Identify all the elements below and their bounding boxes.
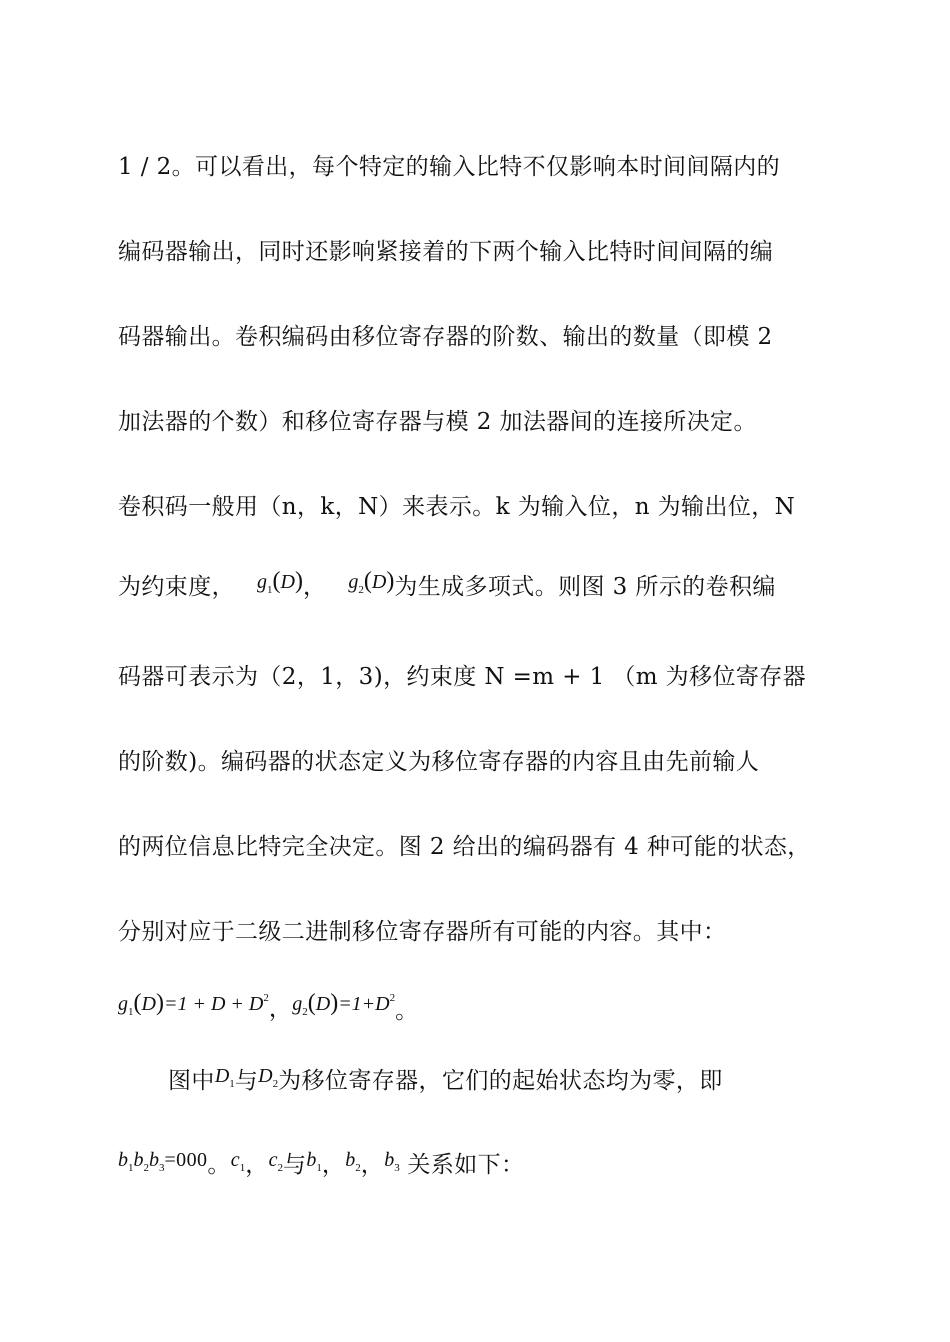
- g2-of-D: $g_2(D)$: [348, 568, 395, 596]
- text-line-10: 分别对应于二级二进制移位寄存器所有可能的内容。其中：: [118, 919, 727, 945]
- text-line-7: 码器可表示为（2，1，3)，约束度 N =m + 1 （m 为移位寄存器: [118, 664, 807, 690]
- g1-formula: $g_1(D)=1 + D + D^2$: [118, 990, 269, 1018]
- b1b2b3-symbol: $b_1b_2b_3$: [118, 1149, 165, 1174]
- g2-formula: $g_2(D)=1+D^2$: [292, 990, 396, 1018]
- D2-symbol: $D_2$: [258, 1065, 279, 1090]
- g1-of-D: $g_1(D)$: [257, 568, 303, 596]
- c2-symbol: $c_2$: [268, 1149, 283, 1174]
- text-line-1: 1 / 2。可以看出，每个特定的输入比特不仅影响本时间间隔内的: [118, 154, 781, 180]
- b2-symbol: $b_2$: [345, 1149, 361, 1174]
- line6-post: 为生成多项式。则图 3 所示的卷积编: [394, 574, 776, 600]
- text-line-12: 图中$D_1$与$D_2$为移位寄存器，它们的起始状态均为零，即: [168, 1065, 723, 1094]
- text-line-8: 的阶数)。编码器的状态定义为移位寄存器的内容且由先前输人: [118, 749, 760, 775]
- b1-symbol: $b_1$: [306, 1149, 322, 1174]
- line6-sep: ，: [302, 574, 327, 600]
- text-line-6: [118, 568, 776, 606]
- text-line-4: 加法器的个数）和移位寄存器与模 2 加法器间的连接所决定。: [118, 409, 757, 435]
- text-line-5: 卷积码一般用（n，k，N）来表示。k 为输入位，n 为输出位，N: [118, 494, 796, 520]
- D1-symbol: $D_1$: [214, 1065, 235, 1090]
- line6-pre: 为约束度，: [118, 574, 235, 600]
- text-line-9: 的两位信息比特完全决定。图 2 给出的编码器有 4 种可能的状态，: [118, 834, 811, 860]
- generator-polynomials: $g_1(D)=1 + D + D^2$，$g_2(D)=1+D^2$。: [118, 990, 419, 1024]
- text-line-13: $b_1b_2b_3=000$。$c_1$，$c_2$与$b_1$，$b_2$，$b_3$ 关系如下：: [118, 1149, 525, 1178]
- b3-symbol: $b_3$: [384, 1149, 400, 1174]
- text-line-3: 码器输出。卷积编码由移位寄存器的阶数、输出的数量（即模 2: [118, 324, 773, 350]
- text-line-2: 编码器输出，同时还影响紧接着的下两个输入比特时间间隔的编: [118, 239, 774, 265]
- c1-symbol: $c_1$: [230, 1149, 246, 1174]
